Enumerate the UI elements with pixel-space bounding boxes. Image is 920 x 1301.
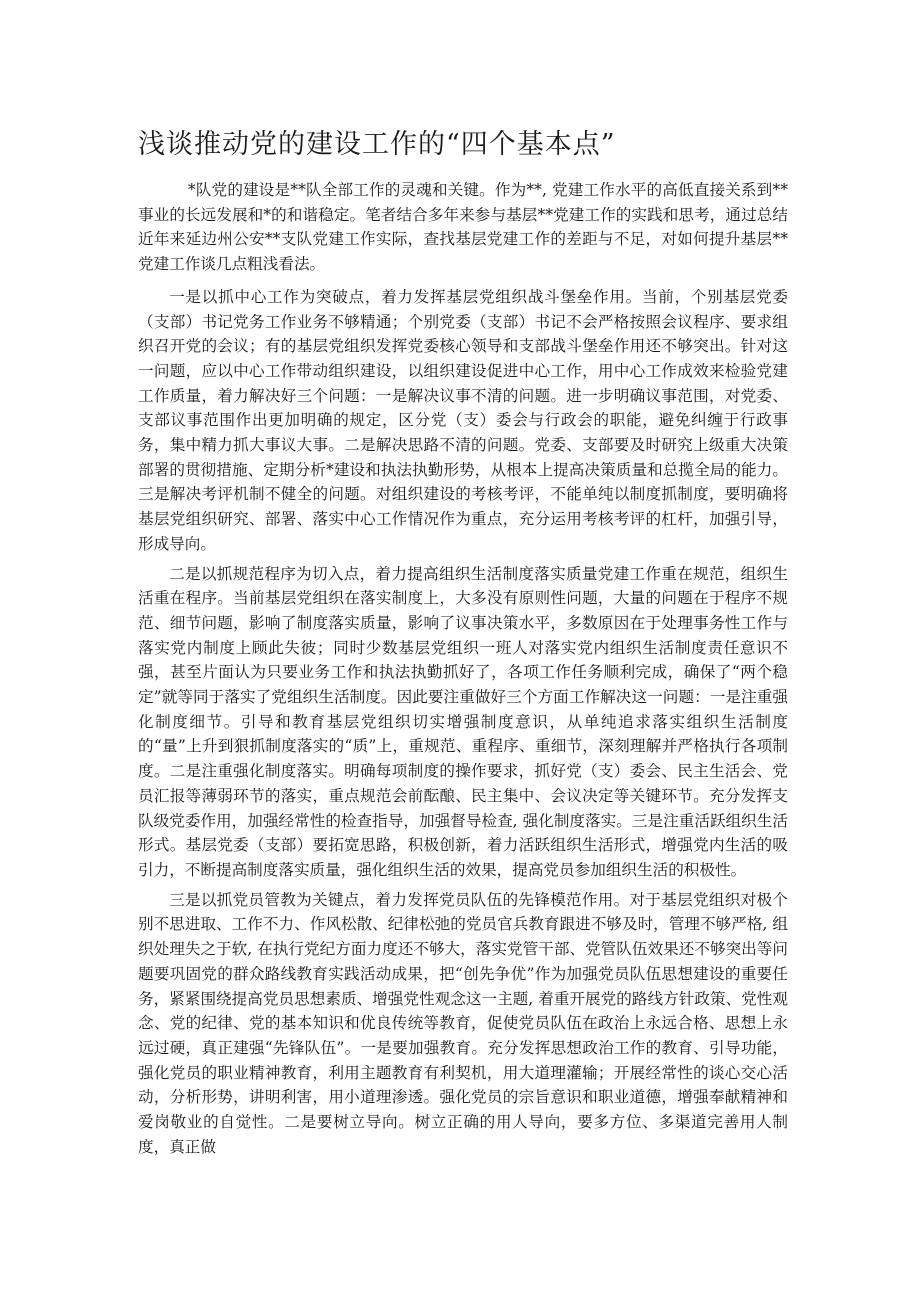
intro-paragraph: *队党的建设是**队全部工作的灵魂和关键。作为**, 党建工作水平的高低直接关系到**事业的长远发展和*的和谐稳定。笔者结合多年来参与基层**党建工作的实践和思考，通过总结近年来延边州公安**支队党建工作实际，查找基层党建工作的差距与不足，对如何提升基层**党建工作谈几点粗浅看法。 xyxy=(138,181,788,274)
document-body xyxy=(138,178,788,1164)
body-paragraph-1: 一是以抓中心工作为突破点，着力发挥基层党组织战斗堡垒作用。当前，个别基层党委（支部）书记党务工作业务不够精通；个别党委（支部）书记不会严格按照会议程序、要求组织召开党的会议；有的基层党组织发挥党委核心领导和支部战斗堡垒作用还不够突出。针对这一问题，应以中心工作带动组织建设，以组织建设促进中心工作，用中心工作成效来检验党建工作质量，着力解决好三个问题：一是解决议事不清的问题。进一步明确议事范围，对党委、支部议事范围作出更加明确的规定，区分党（支）委会与行政会的职能，避免纠缠于行政事务，集中精力抓大事议大事。二是解决思路不清的问题。党委、支部要及时研究上级重大决策部署的贯彻措施、定期分析*建设和执法执勤形势，从根本上提高决策质量和总揽全局的能力。三是解决考评机制不健全的问题。对组织建设的考核考评，不能单纯以制度抓制度，要明确将基层党组织研究、部署、落实中心工作情况作为重点，充分运用考核考评的杠杆，加强引导，形成导向。 xyxy=(138,287,788,553)
document-title: 浅谈推动党的建设工作的“四个基本点” xyxy=(138,129,616,160)
body-paragraph-3: 三是以抓党员管教为关键点，着力发挥党员队伍的先锋模范作用。对于基层党组织对极个别不思进取、工作不力、作风松散、纪律松弛的党员官兵教育跟进不够及时，管理不够严格, 组织处理失之于软, 在执行党纪方面力度还不够大，落实党管干部、党管队伍效果还不够突出等问题要巩固党的群众路线教育实践活动成果，把“创先争优”作为加强党员队伍思想建设的重要任务，紧紧围绕提高党员思想素质、增强党性观念这一主题, 着重开展党的路线方针政策、党性观念、党的纪律、党的基本知识和优良传统等教育，促使党员队伍在政治上永远合格、思想上永远过硬，真正建强“先锋队伍”。一是要加强教育。充分发挥思想政治工作的教育、引导功能，强化党员的职业精神教育，利用主题教育有利契机，用大道理灌输；开展经常性的谈心交心活动，分析形势，讲明利害，用小道理渗透。强化党员的宗旨意识和职业道德，增强奉献精神和爱岗敬业的自觉性。二是要树立导向。树立正确的用人导向，要多方位、多渠道完善用人制度，真正做 xyxy=(138,890,788,1156)
body-paragraph-2: 二是以抓规范程序为切入点，着力提高组织生活制度落实质量党建工作重在规范，组织生活重在程序。当前基层党组织在落实制度上，大多没有原则性问题，大量的问题在于程序不规范、细节问题，影响了制度落实质量，影响了议事决策水平，多数原因在于处理事务性工作与落实党内制度上顾此失彼；同时少数基层党组织一班人对落实党内组织生活制度责任意识不强，甚至片面认为只要业务工作和执法执勤抓好了，各项工作任务顺利完成，确保了“两个稳定”就等同于落实了党组织生活制度。因此要注重做好三个方面工作解决这一问题：一是注重强化制度细节。引导和教育基层党组织切实增强制度意识，从单纯追求落实组织生活制度的“量”上升到狠抓制度落实的“质”上，重规范、重程序、重细节，深刻理解并严格执行各项制度。二是注重强化制度落实。明确每项制度的操作要求，抓好党（支）委会、民主生活会、党员汇报等薄弱环节的落实，重点规范会前酝酿、民主集中、会议决定等关键环节。充分发挥支队级党委作用，加强经常性的检查指导，加强督导检查, 强化制度落实。三是注重活跃组织生活形式。基层党委（支部）要拓宽思路，积极创新，着力活跃组织生活形式，增强党内生活的吸引力，不断提高制度落实质量，强化组织生活的效果，提高党员参加组织生活的积极性。 xyxy=(138,564,788,879)
